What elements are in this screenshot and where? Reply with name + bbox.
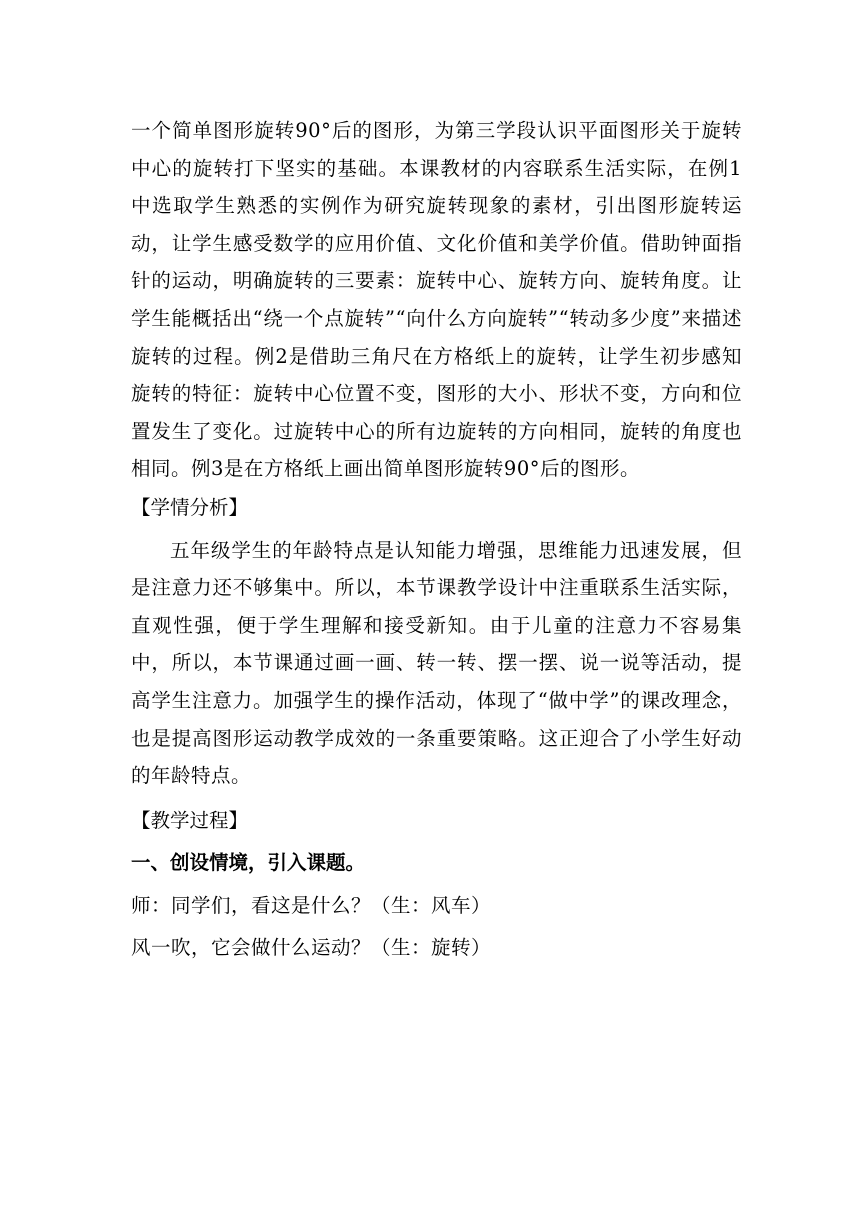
analysis-paragraph: 五年级学生的年龄特点是认知能力增强，思维能力迅速发展，但是注意力还不够集中。所以，本节课教学设计中注重联系生活实际，直观性强，便于学生理解和接受新知。由于儿童的注意力不容易集中，所以，本节课通过画一画、转一转、摆一摆、说一说等活动，提高学生注意力。加强学生的操作活动，体现了“做中学”的课改理念，也是提高图形运动教学成效的一条重要策略。这正迎合了小学生好动的年龄特点。 [131,538,742,788]
dialogue-line-2: 风一吹，它会做什么运动？（生：旋转） [131,936,492,960]
intro-paragraph: 一个简单图形旋转90°后的图形，为第三学段认识平面图形关于旋转中心的旋转打下坚实的基础。本课教材的内容联系生活实际，在例1中选取学生熟悉的实例作为研究旋转现象的素材，引出图形旋转运动，让学生感受数学的应用价值、文化价值和美学价值。借助钟面指针的运动，明确旋转的三要素：旋转中心、旋转方向、旋转角度。让学生能概括出“绕一个点旋转”“向什么方向旋转”“转动多少度”来描述旋转的过程。例2是借助三角尺在方格纸上的旋转，让学生初步感知旋转的特征：旋转中心位置不变，图形的大小、形状不变，方向和位置发生了变化。过旋转中心的所有边旋转的方向相同，旋转的角度也相同。例3是在方格纸上画出简单图形旋转90°后的图形。 [131,119,742,481]
analysis-heading: 【学情分析】 [131,495,249,519]
section-one-title: 一、创设情境，引入课题。 [131,851,366,875]
dialogue-line-1: 师：同学们，看这是什么？（生：风车） [131,893,492,917]
document-page [131,112,742,967]
process-heading: 【教学过程】 [131,808,249,832]
